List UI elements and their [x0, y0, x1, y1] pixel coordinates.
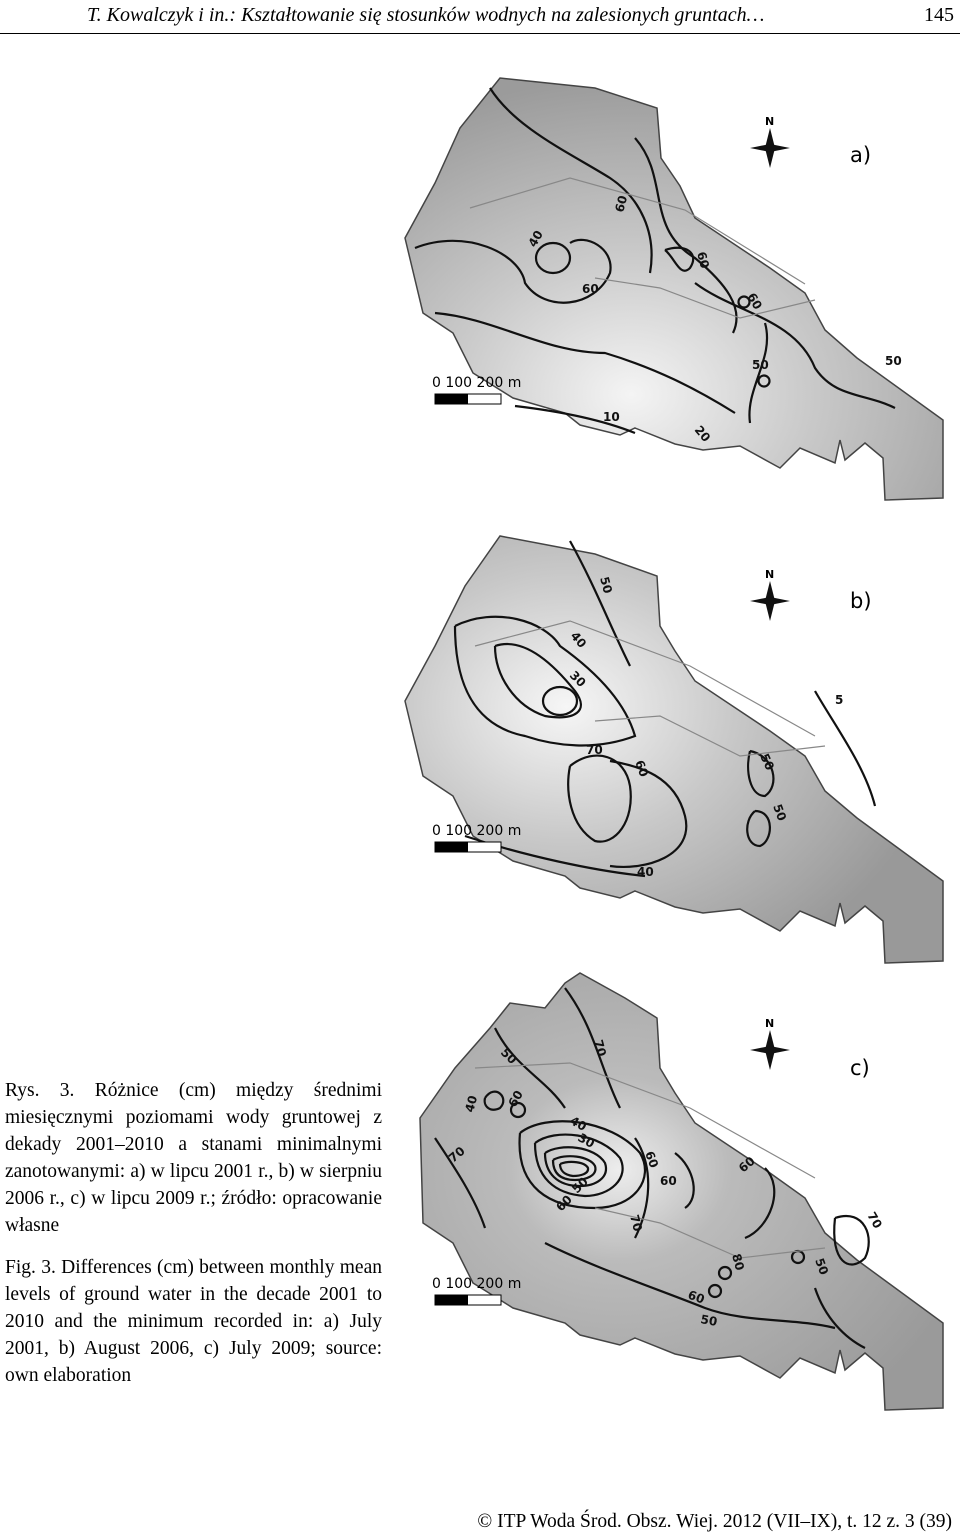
- scale-label-b: 0 100 200 m: [432, 823, 522, 839]
- figure-caption-english: Fig. 3. Differences (cm) between monthly mean levels of ground water in the decade 2001 to 2010 and the minimum recorded in: a) July 2001, b) August 2006, c) July 2009; source: own elaboration: [5, 1257, 382, 1386]
- svg-text:70: 70: [591, 1038, 609, 1058]
- svg-text:60: 60: [553, 1192, 575, 1215]
- svg-text:40: 40: [567, 628, 590, 651]
- contour-map-c: [395, 968, 960, 1428]
- svg-text:70: 70: [627, 1213, 645, 1233]
- svg-text:40: 40: [637, 865, 654, 879]
- svg-text:80: 80: [729, 1252, 747, 1272]
- svg-text:20: 20: [691, 422, 714, 445]
- scale-label-a: 0 100 200 m: [432, 375, 522, 391]
- map-panel-a: [395, 68, 960, 518]
- svg-text:70: 70: [586, 743, 603, 757]
- svg-text:50: 50: [770, 802, 790, 823]
- north-arrow-a: [750, 115, 790, 168]
- svg-text:50: 50: [752, 358, 769, 372]
- page-number: 145: [924, 4, 954, 26]
- svg-text:50: 50: [812, 1256, 832, 1277]
- svg-text:30: 30: [566, 668, 589, 690]
- svg-text:40: 40: [567, 1113, 589, 1134]
- svg-text:10: 10: [603, 410, 620, 424]
- svg-text:60: 60: [612, 194, 631, 214]
- map-panel-c: [395, 968, 960, 1428]
- svg-text:40: 40: [462, 1094, 481, 1114]
- svg-text:60: 60: [582, 282, 599, 296]
- svg-text:70: 70: [864, 1209, 885, 1231]
- north-label-a: N: [765, 115, 775, 128]
- north-arrow-c: [750, 1017, 790, 1070]
- svg-text:60: 60: [642, 1149, 662, 1170]
- map-area-c: [420, 973, 943, 1410]
- running-head: [0, 0, 960, 34]
- figure-caption-polish: Rys. 3. Różnice (cm) między średnimi miesięcznymi poziomami wody gruntowej z dekady 2001–2010 a stanami minimalnymi zanotowanymi: a) w lipcu 2001 r., b) w sierpniu 2006 r., c) w lipcu 2009 r.; źródło: opracowanie własne: [5, 1080, 382, 1236]
- north-label-b: N: [765, 568, 775, 581]
- svg-text:30: 30: [575, 1130, 597, 1151]
- svg-text:60: 60: [685, 1287, 707, 1307]
- scale-label-c: 0 100 200 m: [432, 1276, 522, 1292]
- contour-map-a: [395, 68, 960, 518]
- scale-bar-a: [432, 375, 521, 404]
- svg-text:50: 50: [497, 1045, 520, 1067]
- north-arrow-b: [750, 568, 790, 621]
- svg-text:50: 50: [699, 1312, 719, 1329]
- svg-text:70: 70: [445, 1143, 468, 1166]
- svg-text:60: 60: [505, 1088, 526, 1110]
- svg-text:50: 50: [885, 354, 902, 368]
- svg-text:60: 60: [694, 250, 712, 270]
- svg-text:60: 60: [632, 758, 652, 779]
- svg-text:50: 50: [757, 751, 778, 773]
- contour-map-b: [395, 526, 960, 981]
- footer-citation: © ITP Woda Środ. Obsz. Wiej. 2012 (VII–IX), t. 12 z. 3 (39): [477, 1511, 952, 1532]
- running-title: T. Kowalczyk i in.: Kształtowanie się stosunków wodnych na zalesionych gruntach…: [87, 4, 765, 26]
- panel-letter-b: b): [850, 589, 872, 613]
- svg-text:50: 50: [597, 575, 615, 595]
- svg-text:60: 60: [660, 1174, 677, 1188]
- svg-text:5: 5: [835, 693, 844, 707]
- svg-text:40: 40: [525, 228, 546, 250]
- map-panel-b: [395, 526, 960, 981]
- map-area-a: [405, 78, 943, 500]
- panel-letter-c: c): [850, 1056, 870, 1080]
- svg-text:60: 60: [744, 290, 765, 312]
- north-label-c: N: [765, 1017, 775, 1030]
- panel-letter-a: a): [850, 143, 872, 167]
- svg-text:50: 50: [569, 1174, 591, 1197]
- svg-text:60: 60: [735, 1153, 758, 1176]
